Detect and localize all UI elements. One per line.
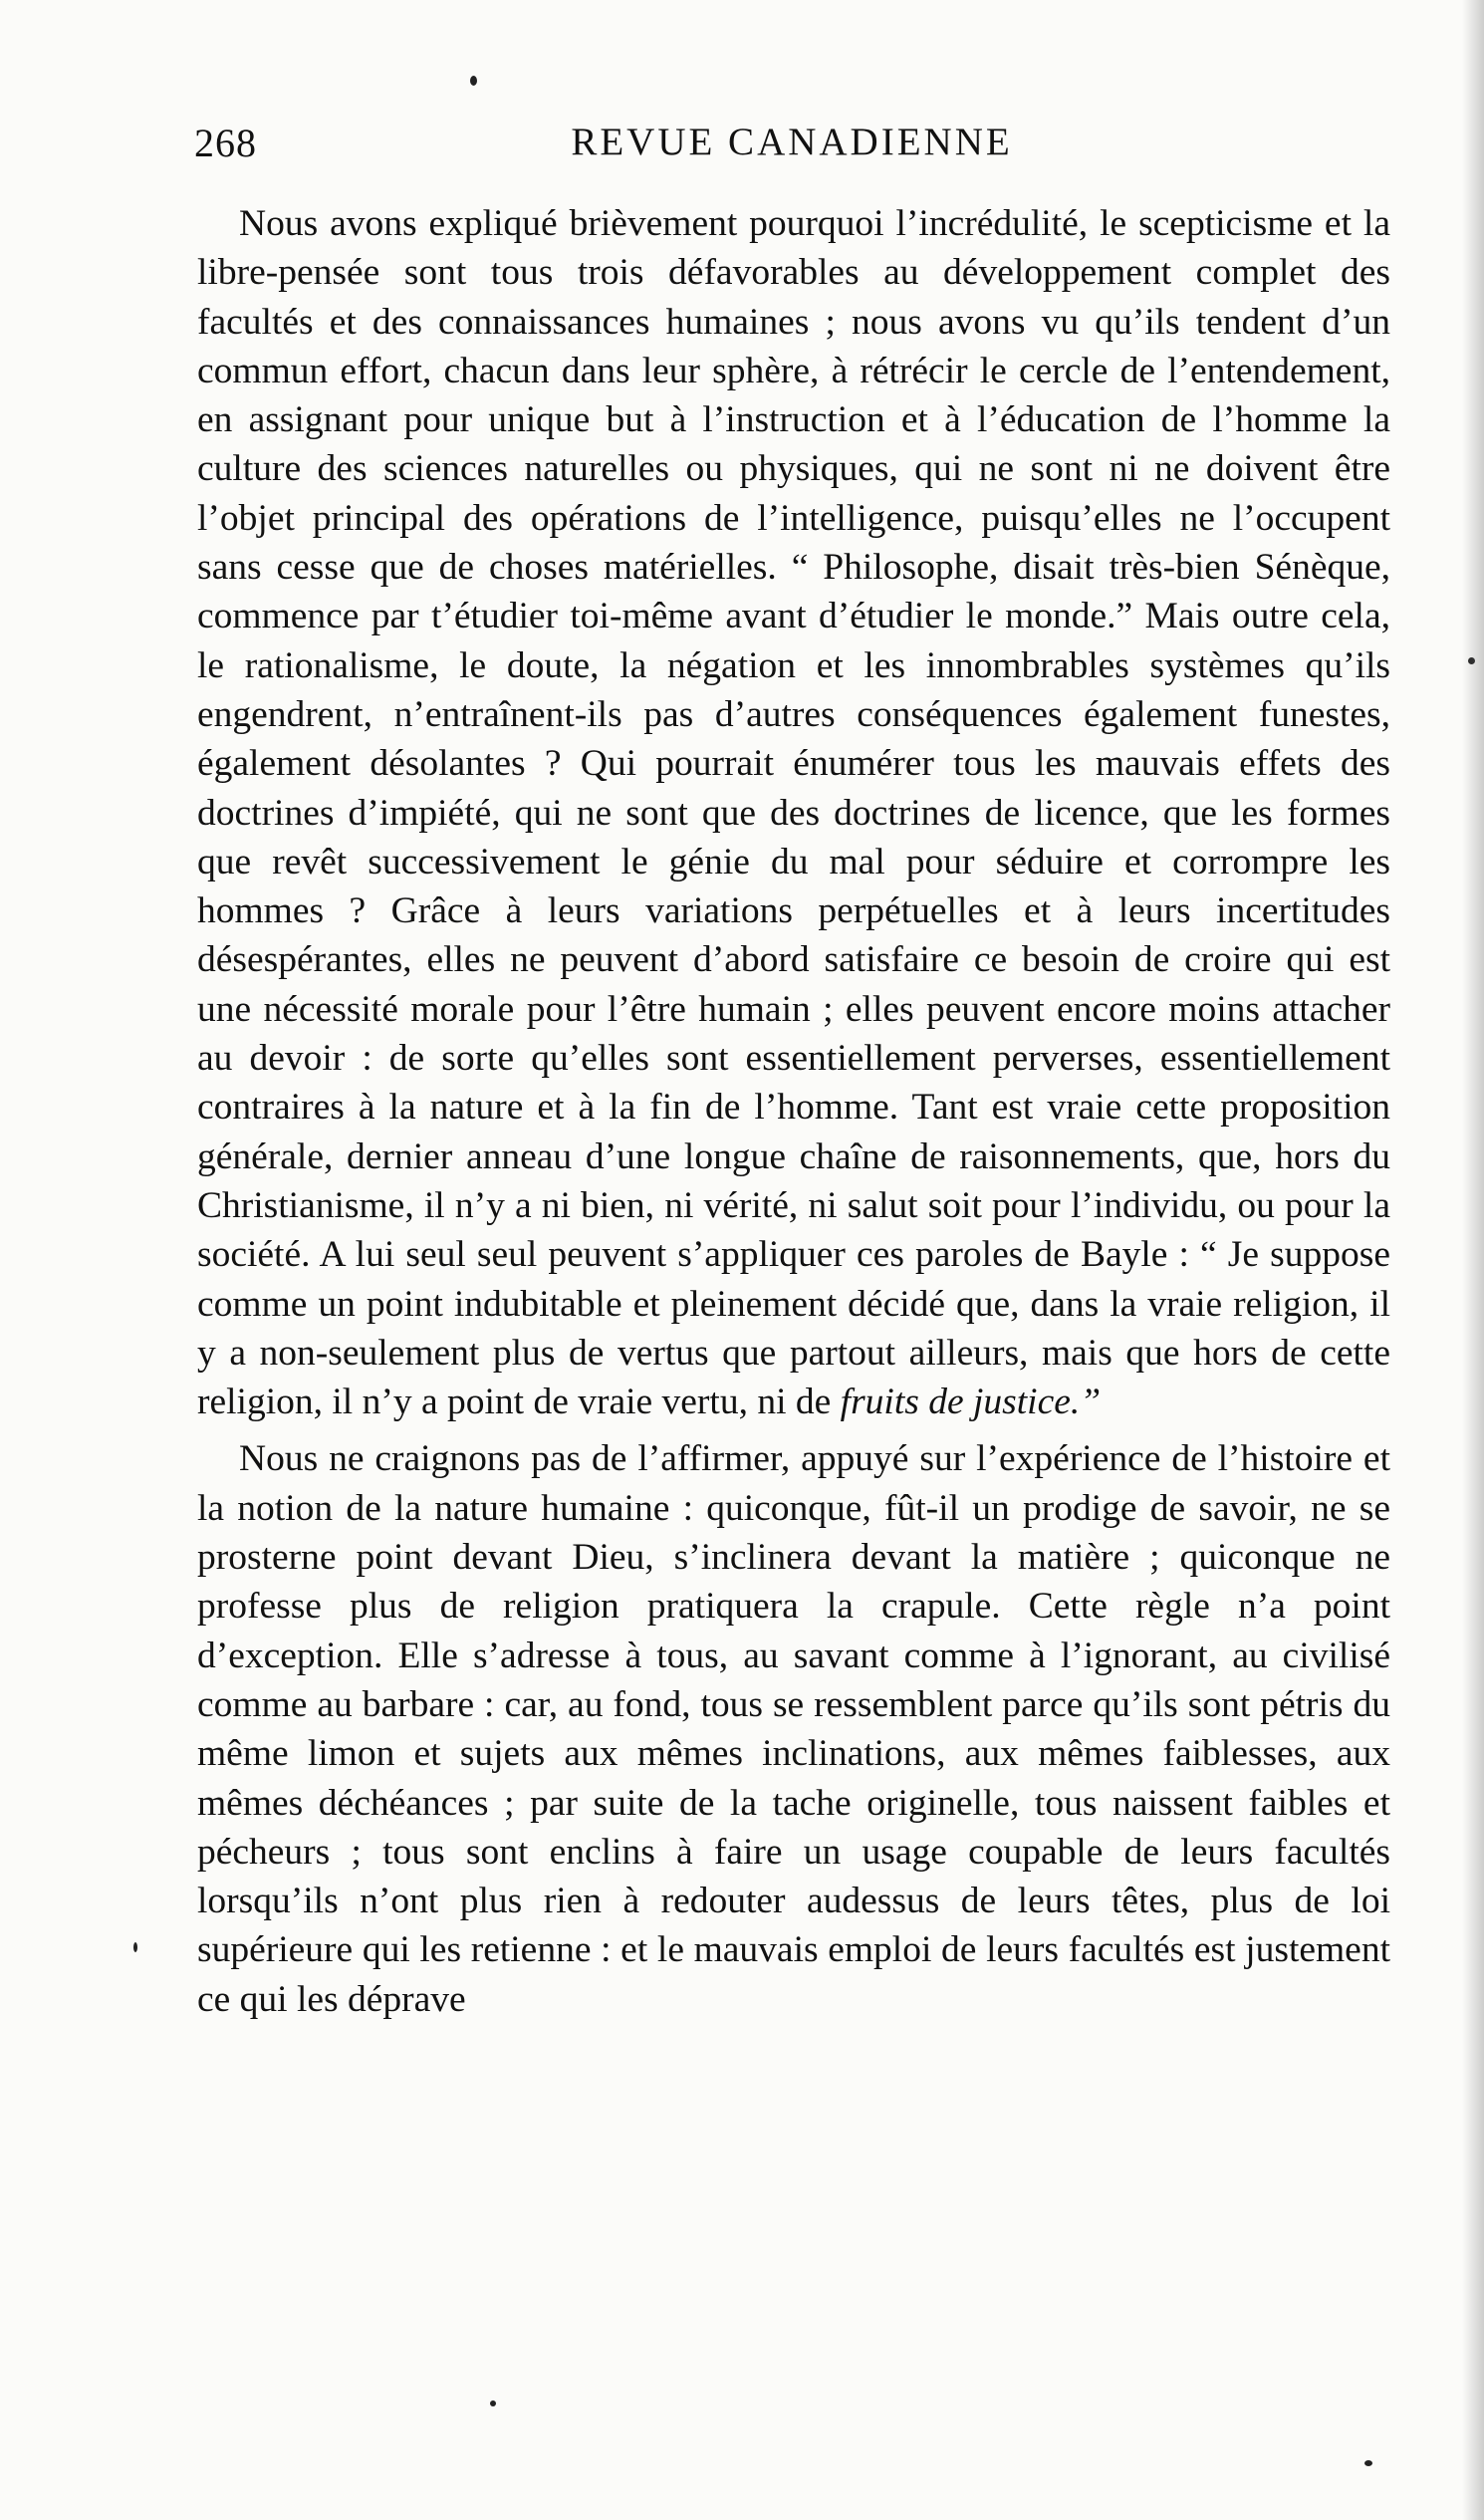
scan-speck — [133, 1942, 137, 1952]
paragraph-2-text: Nous ne craignons pas de l’affirmer, appuyé sur l’expérience de l’histoire et la notion de la nature humaine : quiconque, fût-il un prodige de savoir, ne se prosterne point devant Dieu, s’inclinera devant la matière ; quiconque ne professe plus de religion pratiquera la crapule. Cette règle n’a point d’exception. Elle s’adresse à tous, au savant comme à l’ignorant, au civilisé comme au barbare : car, au fond, tous se ressemblent parce qu’ils sont pétris du même limon et sujets aux mêmes inclinations, aux mêmes faiblesses, aux mêmes déchéances ; par suite de la tache originelle, tous naissent faibles et pécheurs ; tous sont enclins à faire un usage coupable de leurs facultés lorsqu’ils n’ont plus rien à redouter audessus de leurs têtes, plus de loi supérieure qui les retienne : et le mauvais emploi de leurs facultés est justement ce qui les déprave — [197, 1438, 1390, 2020]
paragraph-1-text: Nous avons expliqué brièvement pourquoi l’incrédulité, le scepticisme et la libre-pensée sont tous trois défavorables au développement complet des facultés et des connaissances humaines ; nous avons vu qu’ils tendent d’un commun effort, chacun dans leur sphère, à rétrécir le cercle de l’entendement, en assignant pour unique but à l’instruction et à l’éducation de l’homme la culture des sciences naturelles ou physiques, qui ne sont ni ne doivent être l’objet principal des opérations de l’intelligence, puisqu’elles ne l’occupent sans cesse que de choses matérielles. “ Philosophe, disait très-bien Sénèque, commence par t’étudier toi-même avant d’étudier le monde.” Mais outre cela, le rationalisme, le doute, la négation et les innombrables systèmes qu’ils engendrent, n’entraînent-ils pas d’autres conséquences également funestes, également désolantes ? Qui pourrait énumérer tous les mauvais effets des doctrines d’impiété, qui ne sont que des doctrines de licence, que les formes que revêt successivement le génie du mal pour séduire et corrompre les hommes ? Grâce à leurs variations perpétuelles et à leurs incertitudes désespérantes, elles ne peuvent d’abord satisfaire ce besoin de croire qui est une nécessité morale pour l’être humain ; elles peuvent encore moins attacher au devoir : de sorte qu’elles sont essentiellement perverses, essentiellement contraires à la nature et à la fin de l’homme. Tant est vraie cette proposition générale, dernier anneau d’une longue chaîne de raisonnements, que, hors du Christianisme, il n’y a ni bien, ni vérité, ni salut soit pour l’individu, ou pour la société. A lui seul seul peuvent s’appliquer ces paroles de Bayle : “ Je suppose comme un point indubitable et pleinement décidé que, dans la vraie religion, il y a non-seulement plus de vertus que partout ailleurs, mais que hors de cette religion, il n’y a point de vraie vertu, ni de — [197, 203, 1390, 1423]
page-header — [194, 120, 1389, 179]
page-number: 268 — [194, 121, 257, 165]
body-text — [197, 199, 1390, 2024]
paragraph-1 — [197, 199, 1390, 1426]
scan-speck — [470, 76, 477, 86]
paragraph-1-italic-end: fruits de justice.” — [840, 1382, 1102, 1423]
scan-speck — [1364, 2460, 1372, 2466]
running-title: REVUE CANADIENNE — [571, 121, 1013, 163]
page-edge-shadow — [1462, 0, 1484, 2520]
scan-speck — [490, 2400, 496, 2406]
paragraph-2 — [197, 1434, 1390, 2024]
